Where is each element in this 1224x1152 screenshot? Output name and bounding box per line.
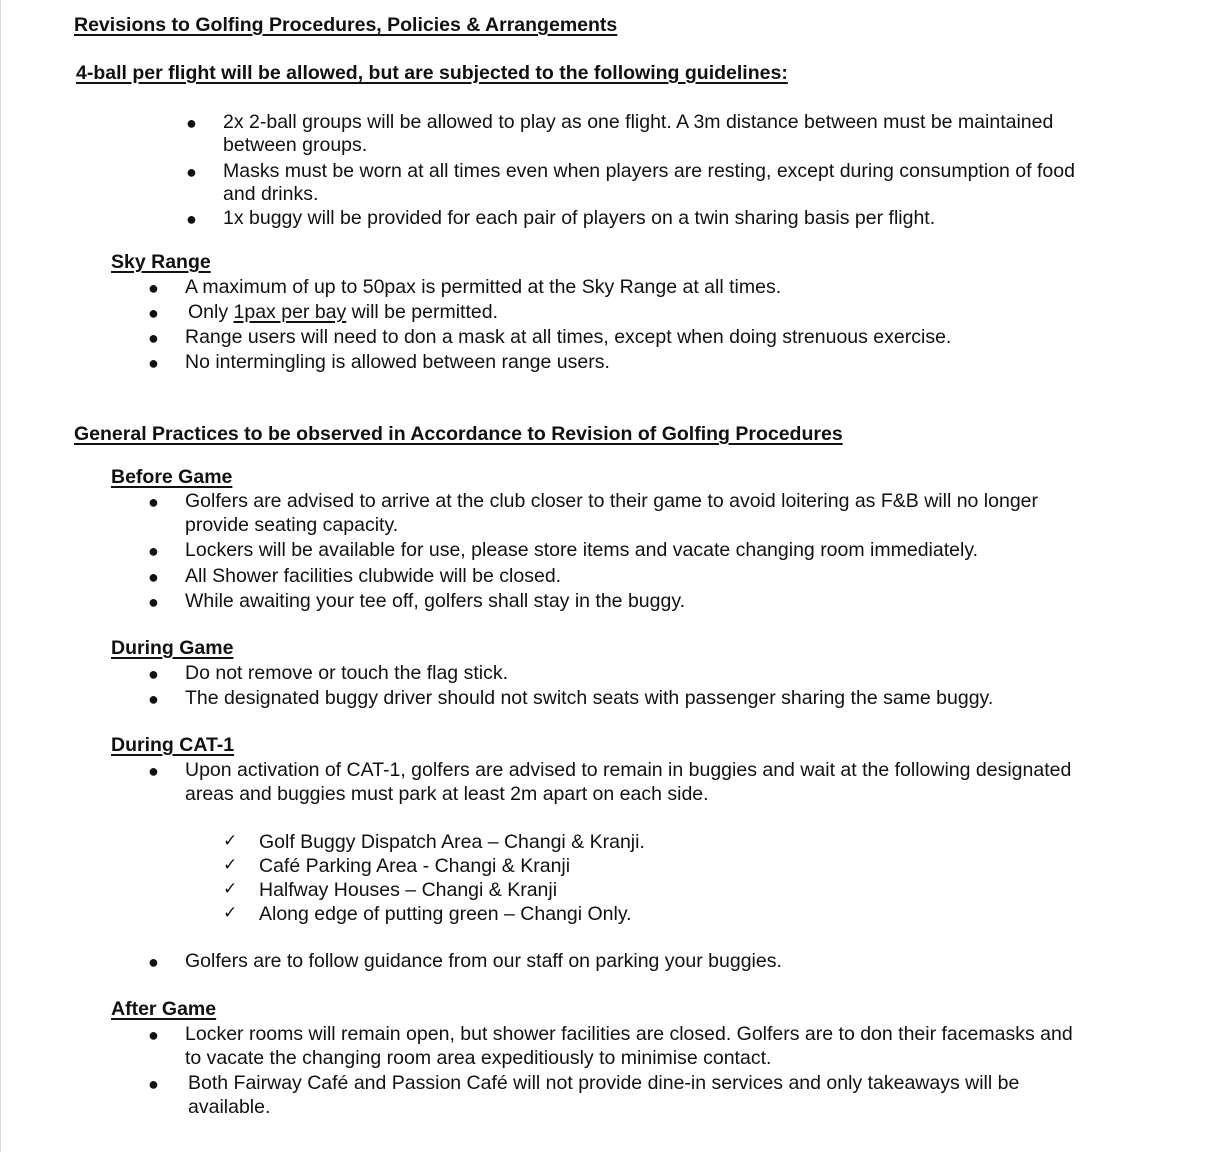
bullet-icon: ● xyxy=(148,492,159,512)
section-heading: Sky Range xyxy=(111,251,211,273)
list-item-continuation: areas and buggies must park at least 2m apart on each side. xyxy=(185,783,709,805)
section-heading: Before Game xyxy=(111,466,233,488)
bullet-icon: ● xyxy=(148,541,159,561)
section-heading: After Game xyxy=(111,998,217,1020)
list-item: A maximum of up to 50pax is permitted at the Sky Range at all times. xyxy=(185,276,782,298)
guidelines-subtitle: 4-ball per flight will be allowed, but are subjected to the following guidelines: xyxy=(76,62,788,84)
list-item-text: will be permitted. xyxy=(346,301,498,323)
designated-area-item: Along edge of putting green – Changi Only. xyxy=(259,903,632,925)
check-icon: ✓ xyxy=(223,855,238,875)
list-item-continuation: between groups. xyxy=(223,134,368,156)
list-item: Lockers will be available for use, please store items and vacate changing room immediately. xyxy=(185,539,979,561)
bullet-icon: ● xyxy=(148,1074,159,1094)
list-item-continuation: and drinks. xyxy=(223,183,319,205)
bullet-icon: ● xyxy=(148,1025,159,1045)
bullet-icon: ● xyxy=(186,162,197,182)
list-item: Golfers are to follow guidance from our staff on parking your buggies. xyxy=(185,950,782,972)
bullet-icon: ● xyxy=(148,689,159,709)
check-icon: ✓ xyxy=(223,903,238,923)
bullet-icon: ● xyxy=(148,592,159,612)
check-icon: ✓ xyxy=(223,831,238,851)
bullet-icon: ● xyxy=(148,761,159,781)
list-item: Locker rooms will remain open, but shower facilities are closed. Golfers are to don their facemasks and xyxy=(185,1023,1073,1045)
list-item: The designated buggy driver should not switch seats with passenger sharing the same buggy. xyxy=(185,687,994,709)
bullet-icon: ● xyxy=(186,209,197,229)
list-item: Do not remove or touch the flag stick. xyxy=(185,662,508,684)
list-item: Golfers are advised to arrive at the club closer to their game to avoid loitering as F&B will no longer xyxy=(185,490,1039,512)
list-item: Range users will need to don a mask at all times, except when doing strenuous exercise. xyxy=(185,326,952,348)
list-item: Masks must be worn at all times even when players are resting, except during consumption of food xyxy=(223,160,1075,182)
designated-area-item: Halfway Houses – Changi & Kranji xyxy=(259,879,558,901)
designated-area-item: Golf Buggy Dispatch Area – Changi & Kranji. xyxy=(259,831,645,853)
bullet-icon: ● xyxy=(148,353,159,373)
emphasis-text: 1pax per bay xyxy=(233,301,347,323)
bullet-icon: ● xyxy=(148,328,159,348)
list-item: No intermingling is allowed between range users. xyxy=(185,351,610,373)
list-item: While awaiting your tee off, golfers shall stay in the buggy. xyxy=(185,590,686,612)
bullet-icon: ● xyxy=(148,664,159,684)
list-item: 1x buggy will be provided for each pair of players on a twin sharing basis per flight. xyxy=(223,207,936,229)
section-heading: During Game xyxy=(111,637,234,659)
list-item-continuation: available. xyxy=(188,1096,271,1118)
list-item: Upon activation of CAT-1, golfers are advised to remain in buggies and wait at the following designated xyxy=(185,759,1072,781)
list-item-text: Only xyxy=(188,301,234,323)
check-icon: ✓ xyxy=(223,879,238,899)
list-item: 2x 2-ball groups will be allowed to play as one flight. A 3m distance between must be maintained xyxy=(223,111,1054,133)
list-item: Both Fairway Café and Passion Café will not provide dine-in services and only takeaways will be xyxy=(188,1072,1020,1094)
list-item xyxy=(188,300,498,324)
document-title: Revisions to Golfing Procedures, Policies & Arrangements xyxy=(74,14,618,36)
bullet-icon: ● xyxy=(148,303,159,323)
bullet-icon: ● xyxy=(148,952,159,972)
bullet-icon: ● xyxy=(148,567,159,587)
section-heading: During CAT-1 xyxy=(111,734,235,756)
list-item-continuation: provide seating capacity. xyxy=(185,514,399,536)
list-item-continuation: to vacate the changing room area expeditiously to minimise contact. xyxy=(185,1047,772,1069)
designated-area-item: Café Parking Area - Changi & Kranji xyxy=(259,855,571,877)
bullet-icon: ● xyxy=(148,278,159,298)
list-item: All Shower facilities clubwide will be closed. xyxy=(185,565,562,587)
general-practices-heading: General Practices to be observed in Accordance to Revision of Golfing Procedures xyxy=(74,423,843,445)
bullet-icon: ● xyxy=(186,113,197,133)
